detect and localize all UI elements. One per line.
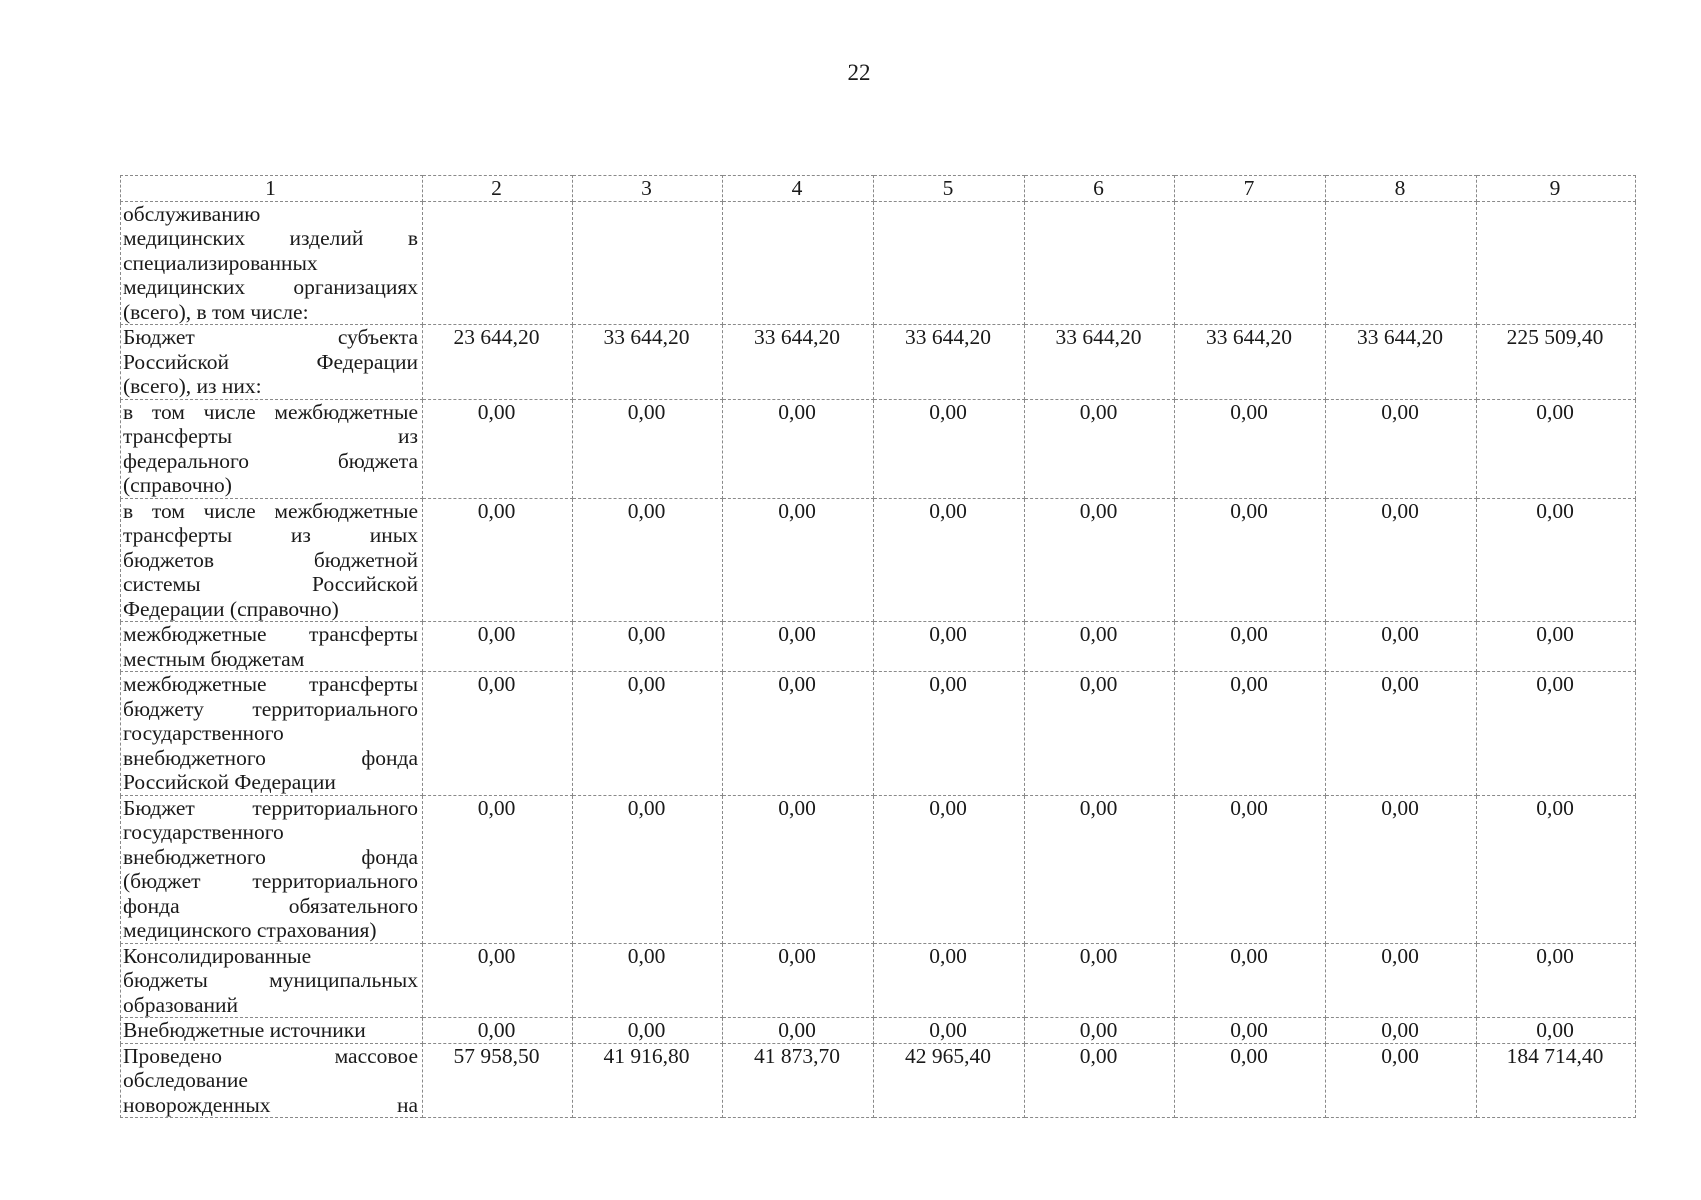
value-cell-col-8: 0,00 [1326,672,1477,796]
row-label-line: межбюджетные трансферты [123,672,418,696]
row-label [121,622,423,672]
row-label-line: медицинских изделий в [123,226,418,250]
row-label [121,498,423,622]
row-label-line: образований [123,992,239,1017]
column-header-8: 8 [1326,176,1477,202]
value-cell-col-3: 0,00 [573,1018,723,1044]
table-row [121,201,1636,325]
value-cell-col-3: 0,00 [573,672,723,796]
value-cell-col-2: 0,00 [423,399,573,498]
value-cell-col-3 [573,201,723,325]
value-cell-col-9: 0,00 [1477,795,1636,943]
value-cell-col-4: 0,00 [723,399,874,498]
column-header-1: 1 [121,176,423,202]
value-cell-col-6: 33 644,20 [1025,325,1175,400]
value-cell-col-8: 0,00 [1326,795,1477,943]
value-cell-col-5 [874,201,1025,325]
value-cell-col-9: 0,00 [1477,399,1636,498]
value-cell-col-7: 0,00 [1175,1043,1326,1118]
value-cell-col-9: 225 509,40 [1477,325,1636,400]
row-label-line: Внебюджетные источники [123,1018,366,1042]
table-row [121,325,1636,400]
value-cell-col-5: 33 644,20 [874,325,1025,400]
value-cell-col-5: 0,00 [874,672,1025,796]
row-label [121,1018,423,1044]
value-cell-col-2: 0,00 [423,498,573,622]
value-cell-col-5: 0,00 [874,399,1025,498]
row-label-line: Консолидированные [123,943,312,968]
header-row [121,176,1636,202]
row-label [121,201,423,325]
row-label-line: федерального бюджета [123,448,418,473]
row-label [121,943,423,1018]
row-label-line: внебюджетного фонда [123,745,418,770]
column-header-9: 9 [1477,176,1636,202]
value-cell-col-7: 0,00 [1175,672,1326,796]
value-cell-col-8: 0,00 [1326,1043,1477,1118]
row-label-line: (всего), из них: [123,374,262,398]
row-label-line: бюджетов бюджетной [123,547,418,572]
row-label-line: в том числе межбюджетные [123,498,418,523]
value-cell-col-6: 0,00 [1025,1018,1175,1044]
value-cell-col-3: 0,00 [573,795,723,943]
row-label-line: Бюджет территориального [123,795,418,820]
value-cell-col-5: 0,00 [874,795,1025,943]
column-header-4: 4 [723,176,874,202]
value-cell-col-9: 184 714,40 [1477,1043,1636,1118]
table-row [121,672,1636,796]
value-cell-col-5: 0,00 [874,498,1025,622]
table-row [121,943,1636,1018]
table-body [121,176,1636,1118]
column-header-7: 7 [1175,176,1326,202]
table-row [121,1018,1636,1044]
value-cell-col-8: 0,00 [1326,1018,1477,1044]
value-cell-col-8: 0,00 [1326,399,1477,498]
value-cell-col-3: 41 916,80 [573,1043,723,1118]
row-label-line: бюджеты муниципальных [123,968,418,992]
value-cell-col-3: 0,00 [573,943,723,1018]
row-label-line: новорожденных на [123,1092,418,1117]
row-label-line: медицинского страхования) [123,918,377,942]
column-header-5: 5 [874,176,1025,202]
value-cell-col-6: 0,00 [1025,399,1175,498]
value-cell-col-3: 0,00 [573,399,723,498]
value-cell-col-7: 0,00 [1175,795,1326,943]
budget-table-container [120,175,1635,1118]
value-cell-col-2: 0,00 [423,672,573,796]
value-cell-col-3: 0,00 [573,498,723,622]
value-cell-col-9: 0,00 [1477,498,1636,622]
value-cell-col-9: 0,00 [1477,1018,1636,1044]
value-cell-col-4: 41 873,70 [723,1043,874,1118]
value-cell-col-3: 33 644,20 [573,325,723,400]
row-label-line: межбюджетные трансферты [123,622,418,646]
value-cell-col-6: 0,00 [1025,672,1175,796]
row-label-line: местным бюджетам [123,646,305,671]
row-label-line: Федерации (справочно) [123,596,339,621]
value-cell-col-9 [1477,201,1636,325]
value-cell-col-8: 33 644,20 [1326,325,1477,400]
row-label-line: медицинских организациях [123,275,418,299]
value-cell-col-5: 42 965,40 [874,1043,1025,1118]
row-label-line: фонда обязательного [123,893,418,918]
value-cell-col-5: 0,00 [874,622,1025,672]
value-cell-col-6: 0,00 [1025,1043,1175,1118]
value-cell-col-8: 0,00 [1326,498,1477,622]
value-cell-col-9: 0,00 [1477,672,1636,796]
column-header-3: 3 [573,176,723,202]
value-cell-col-9: 0,00 [1477,622,1636,672]
row-label-line: (справочно) [123,473,232,497]
value-cell-col-6: 0,00 [1025,498,1175,622]
row-label-line: трансферты из иных [123,523,418,547]
value-cell-col-7: 0,00 [1175,399,1326,498]
value-cell-col-7: 0,00 [1175,498,1326,622]
row-label-line: специализированных [123,250,318,275]
value-cell-col-6: 0,00 [1025,943,1175,1018]
value-cell-col-8: 0,00 [1326,943,1477,1018]
value-cell-col-6: 0,00 [1025,795,1175,943]
value-cell-col-4: 0,00 [723,498,874,622]
row-label-line: Российской Федерации [123,770,336,794]
value-cell-col-2: 23 644,20 [423,325,573,400]
value-cell-col-6: 0,00 [1025,622,1175,672]
value-cell-col-2: 0,00 [423,1018,573,1044]
value-cell-col-7: 0,00 [1175,943,1326,1018]
row-label-line: системы Российской [123,572,418,596]
row-label [121,325,423,400]
row-label [121,795,423,943]
row-label [121,672,423,796]
table-row [121,1043,1636,1118]
value-cell-col-7: 0,00 [1175,1018,1326,1044]
value-cell-col-2: 57 958,50 [423,1043,573,1118]
column-header-2: 2 [423,176,573,202]
value-cell-col-2: 0,00 [423,622,573,672]
row-label-line: бюджету территориального [123,696,418,721]
table-row [121,622,1636,672]
value-cell-col-2: 0,00 [423,795,573,943]
value-cell-col-4 [723,201,874,325]
row-label-line: Российской Федерации [123,349,418,374]
row-label-line: государственного [123,721,284,745]
value-cell-col-8 [1326,201,1477,325]
row-label-line: (всего), в том числе: [123,299,309,324]
table-row [121,399,1636,498]
value-cell-col-3: 0,00 [573,622,723,672]
value-cell-col-2 [423,201,573,325]
value-cell-col-4: 0,00 [723,1018,874,1044]
page-number: 22 [847,60,871,85]
row-label-line: внебюджетного фонда [123,844,418,869]
row-label [121,1043,423,1118]
row-label [121,399,423,498]
value-cell-col-7 [1175,201,1326,325]
row-label-line: государственного [123,820,284,844]
row-label-line: (бюджет территориального [123,869,418,893]
value-cell-col-7: 0,00 [1175,622,1326,672]
value-cell-col-4: 0,00 [723,795,874,943]
value-cell-col-7: 33 644,20 [1175,325,1326,400]
value-cell-col-8: 0,00 [1326,622,1477,672]
row-label-line: обслуживанию [123,201,261,226]
row-label-line: Бюджет субъекта [123,325,418,349]
row-label-line: обследование [123,1068,248,1092]
value-cell-col-9: 0,00 [1477,943,1636,1018]
row-label-line: Проведено массовое [123,1043,418,1068]
value-cell-col-4: 33 644,20 [723,325,874,400]
value-cell-col-4: 0,00 [723,622,874,672]
value-cell-col-4: 0,00 [723,672,874,796]
table-row [121,498,1636,622]
column-header-6: 6 [1025,176,1175,202]
value-cell-col-4: 0,00 [723,943,874,1018]
table-row [121,795,1636,943]
value-cell-col-5: 0,00 [874,943,1025,1018]
value-cell-col-5: 0,00 [874,1018,1025,1044]
row-label-line: в том числе межбюджетные [123,399,418,424]
budget-table [120,175,1636,1118]
row-label-line: трансферты из [123,424,418,448]
value-cell-col-2: 0,00 [423,943,573,1018]
value-cell-col-6 [1025,201,1175,325]
